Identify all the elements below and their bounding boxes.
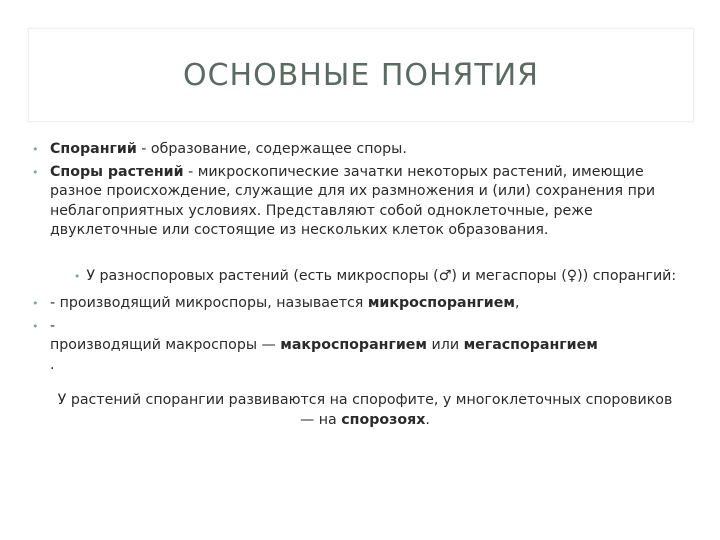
title-box (28, 28, 694, 122)
term-spores: Споры растений (50, 163, 184, 180)
macro-tail: . (50, 356, 55, 373)
definition-sporangium: - образование, содержащее споры. (136, 141, 407, 157)
footer-text: У растений спорангии развиваются на спорофите, у многоклеточных споровиков — на (57, 392, 673, 428)
bullet-icon: • (32, 319, 39, 333)
slide-title: ОСНОВНЫЕ ПОНЯТИЯ (182, 57, 540, 93)
macro-lead: - (50, 317, 56, 334)
term-sporozoa: спорозоях (341, 411, 426, 428)
macro-mid: или (427, 337, 464, 353)
bullet-icon: • (32, 143, 39, 156)
list-item-spores (30, 163, 680, 241)
heterospory-text: У разноспоровых растений (есть микроспоры (♂) и мегаспоры (♀)) спорангий: (86, 267, 677, 284)
term-sporangium: Спорангий (50, 141, 137, 157)
list-item-macrosporangium (30, 317, 680, 376)
micro-text: - производящий микроспоры, называется (50, 295, 368, 311)
macro-text: производящий макроспоры — (50, 337, 281, 353)
footer-tail: . (425, 411, 430, 428)
bullet-icon: • (32, 165, 39, 179)
bullet-icon: • (32, 297, 39, 310)
bullet-icon: • (73, 269, 81, 283)
definition-spores: - микроскопические зачатки некоторых растений, имеющие разное происхождение, служащие для их размножения и (или) сохранения при неблагоприятных условиях. Представляют собой одноклеточные, реже двуклеточные или состоящие из нескольких клеток образования. (50, 163, 656, 238)
term-microsporangium: микроспорангием (367, 295, 515, 311)
slide-content (30, 140, 680, 430)
list-item-sporangium (30, 140, 680, 160)
list-item-microsporangium (30, 294, 680, 314)
term-megasporangium: мегаспорангием (463, 337, 598, 353)
list-item-heterospory (30, 267, 680, 287)
term-macrosporangium: макроспорангием (280, 337, 428, 353)
micro-tail: , (514, 295, 520, 311)
footer-paragraph (30, 391, 680, 430)
